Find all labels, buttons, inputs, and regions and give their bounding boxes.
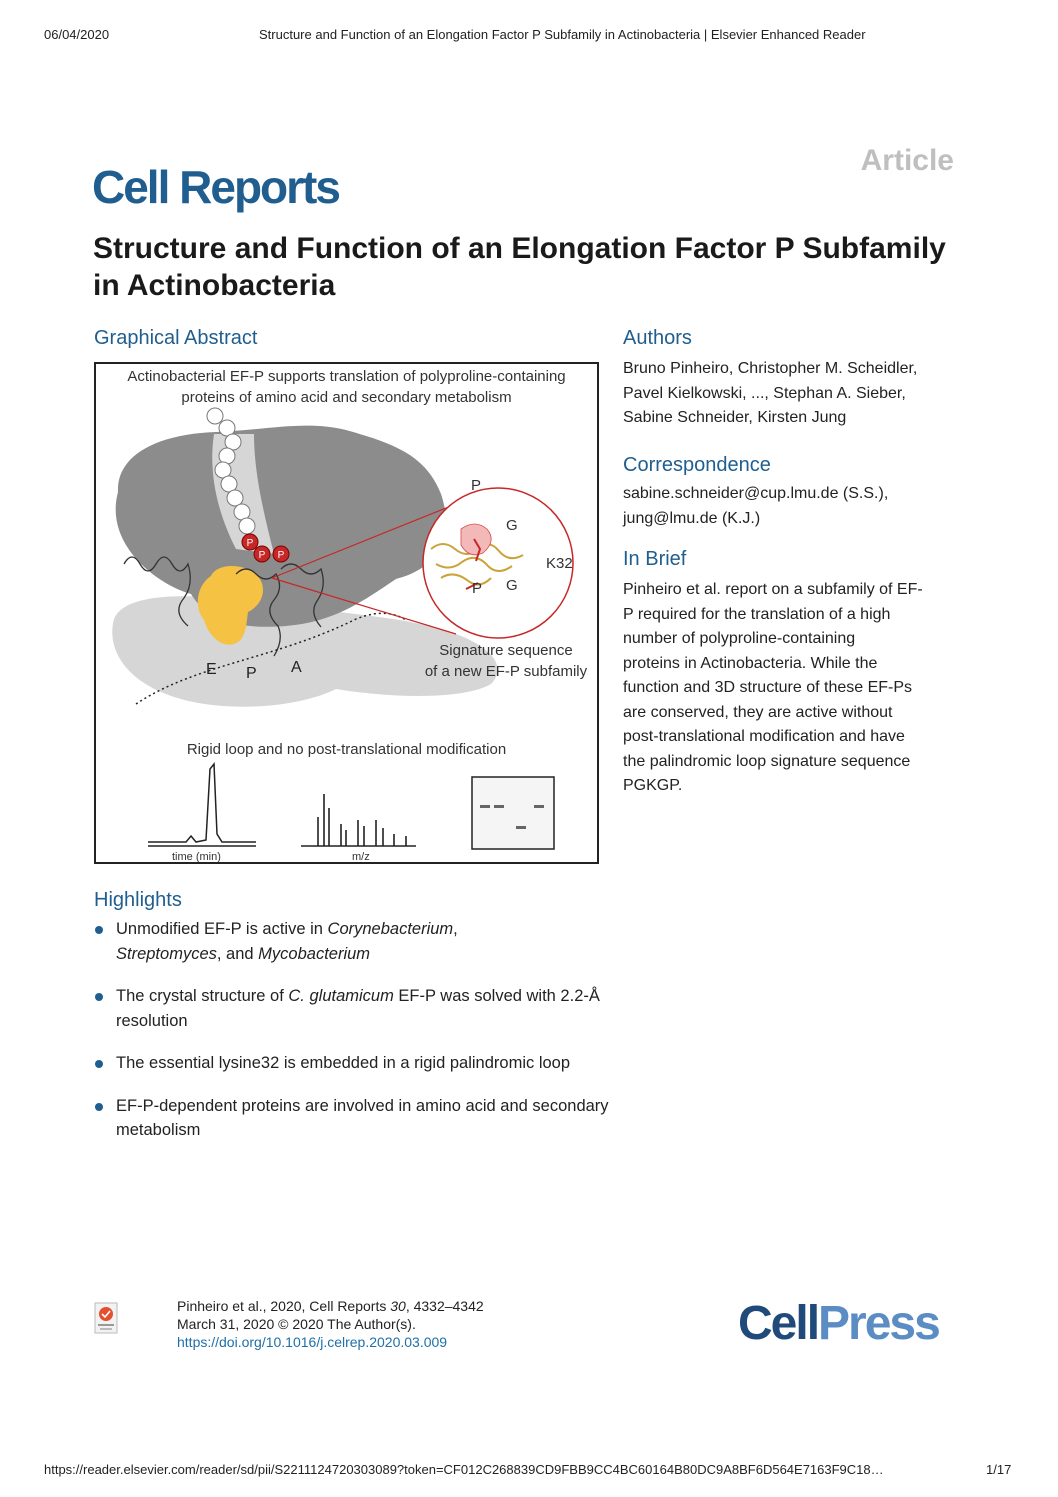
citation-block [177,1297,484,1351]
print-date: 06/04/2020 [44,27,110,42]
bullet-icon [95,926,103,934]
correspondence-email[interactable]: sabine.schneider@cup.lmu.de (S.S.), [623,485,889,502]
authors-line: Sabine Schneider, Kirsten Jung [623,409,847,426]
cellpress-logo: CellPress [738,1297,939,1350]
doi-link[interactable]: https://doi.org/10.1016/j.celrep.2020.03.009 [177,1334,448,1350]
highlight-item: Unmodified EF-P is active in Corynebacterium, Streptomyces, and Mycobacterium [94,917,614,966]
authors-list [623,357,963,431]
ga-signature-line2: of a new EF-P subfamily [424,663,588,680]
loop-label-g-right: G [506,517,518,534]
in-brief-line: post-translational modification and have [623,728,905,745]
in-brief-line: proteins in Actinobacteria. While the [623,654,878,672]
proline-bead-label-2: P [258,550,266,561]
ga-signature-caption [406,640,599,682]
correspondence-email[interactable]: jung@lmu.de (K.J.) [623,509,761,527]
site-e-label: E [206,661,217,678]
citation-line-2: March 31, 2020 © 2020 The Author(s). [177,1316,416,1332]
highlight-item: The essential lysine32 is embedded in a rigid palindromic loop [94,1051,614,1076]
highlight-item: The crystal structure of C. glutamicum EF-P was solved with 2.2-Å resolution [94,984,614,1033]
print-footer-url: https://reader.elsevier.com/reader/sd/pii/S2211124720303089?token=CF012C268839CD9FBB9CC4BC60164B80DC9A8BF6D564E7163F9C18… [44,1462,884,1477]
ga-top-caption-line2: proteins of amino acid and secondary metabolism [181,389,512,406]
loop-label-p-bottom: P [472,580,483,597]
ga-bottom-caption: Rigid loop and no post-translational modification [186,741,507,758]
in-brief-line: P required for the translation of a high [623,605,891,623]
highlight-item: EF-P-dependent proteins are involved in amino acid and secondary metabolism [94,1094,614,1143]
chromatogram-xlabel: time (min) [172,851,221,863]
ga-signature-line1: Signature sequence [439,642,573,659]
in-brief-line: the palindromic loop signature sequence [623,752,911,770]
correspondence-emails [623,482,963,531]
mass-spectrum-plot [301,794,416,846]
journal-logo: Cell Reports [92,161,339,213]
ribosome-large-subunit [116,426,446,627]
chromatogram-plot [148,764,256,846]
print-page-title: Structure and Function of an Elongation Factor P Subfamily in Actinobacteria | Elsevier Enhanced Reader [259,27,866,42]
check-updates-icon[interactable] [94,1302,118,1334]
in-brief-line: number of polyproline-containing [623,630,856,647]
spectrum-xlabel: m/z [352,851,370,863]
proline-bead-label-3: P [277,550,285,561]
loop-label-p-top: P [471,477,482,494]
proline-bead-label-1: P [246,538,254,549]
bullet-icon [95,1060,103,1068]
ga-illustration [96,364,597,862]
in-brief-heading: In Brief [623,548,687,570]
authors-heading: Authors [623,327,692,349]
graphical-abstract-heading: Graphical Abstract [94,327,258,349]
graphical-abstract [94,362,599,864]
in-brief-line: Pinheiro et al. report on a subfamily of EF- [623,581,923,598]
in-brief-line: function and 3D structure of these EF-Ps [623,679,913,696]
bullet-icon [95,1103,103,1111]
site-a-label: A [291,659,302,676]
in-brief-line: are conserved, they are active without [623,703,893,721]
article-type-label: Article [860,144,954,177]
correspondence-heading: Correspondence [623,454,771,476]
ga-top-caption-line1: Actinobacterial EF-P supports translation of polyproline-containing [127,368,566,385]
print-footer-page: 1/17 [986,1462,1012,1477]
in-brief-line: PGKGP. [623,777,683,794]
loop-label-k32: K32 [546,555,573,572]
article-title: Structure and Function of an Elongation Factor P Subfamily in Actinobacteria [93,232,946,302]
highlights-list [94,917,614,1161]
gel-image [472,777,554,849]
authors-line: Pavel Kielkowski, ..., Stephan A. Sieber, [623,384,906,402]
citation-line-1: Pinheiro et al., 2020, Cell Reports 30, 4332–4342 [177,1298,484,1314]
site-p-label: P [246,665,257,682]
highlights-heading: Highlights [94,889,182,911]
in-brief-text [623,578,963,799]
bullet-icon [95,993,103,1001]
authors-line: Bruno Pinheiro, Christopher M. Scheidler, [623,360,918,377]
loop-label-g-bottom: G [506,577,518,594]
